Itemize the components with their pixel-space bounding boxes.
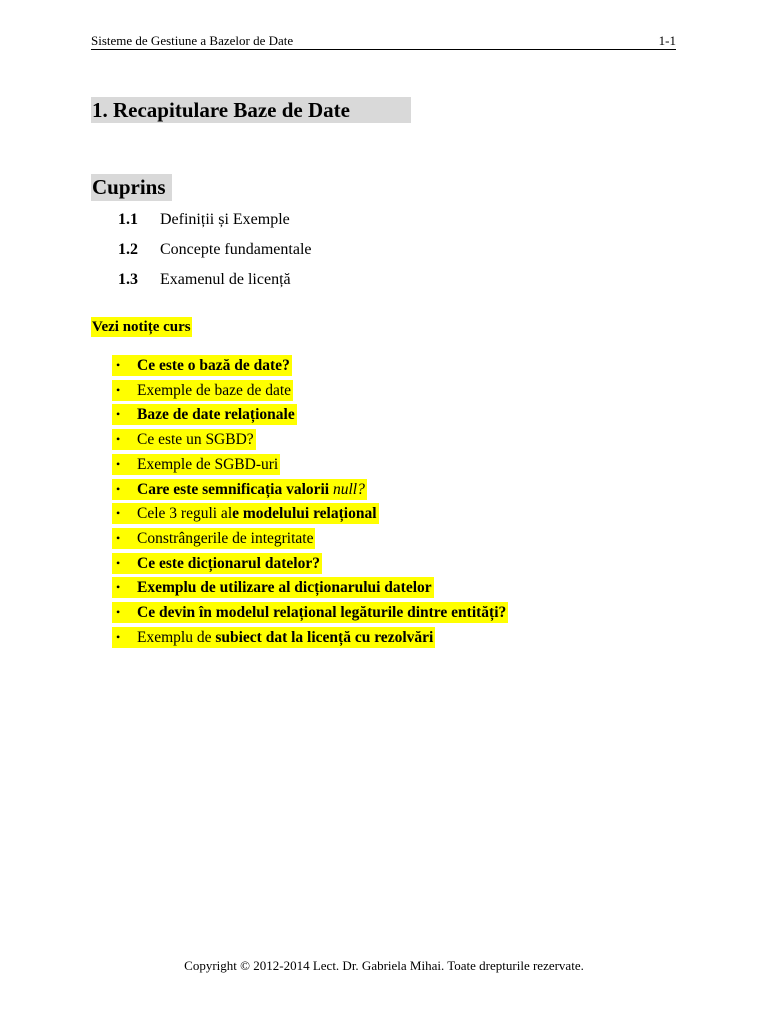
toc-number: 1.3 [118,271,138,288]
bullet-icon: • [112,503,133,524]
list-item-segment: Ce este o bază de date? [137,357,290,374]
list-item-text [133,528,315,549]
toc-number: 1.2 [118,241,138,258]
list-item-text [133,479,367,500]
list-item-text [133,577,434,598]
bullet-icon: • [112,404,133,425]
toc-item [118,210,290,230]
contents-heading: Cuprins [91,174,172,201]
list-item-segment: Constrângerile de integritate [137,529,314,547]
page-header [91,33,676,50]
list-item-text [133,627,435,648]
bullet-icon: • [112,429,133,450]
bullet-icon: • [112,627,133,648]
list-item-text [133,380,293,401]
list-item-segment: null? [333,480,365,498]
list-item-text [133,454,280,475]
copyright-footer: Copyright © 2012-2014 Lect. Dr. Gabriela Mihai. Toate drepturile rezervate. [184,958,584,973]
list-item-text [133,404,297,425]
toc-number: 1.1 [118,211,138,228]
toc-label: Definiții și Exemple [160,211,290,228]
toc-label: Examenul de licență [160,271,291,288]
list-item-segment: Ce este un SGBD? [137,431,254,449]
list-item-segment: e modelului relațional [232,505,377,523]
list-item-segment: Ce este dicționarul datelor? [137,554,320,572]
list-item-segment: Exemple de SGBD-uri [137,455,279,473]
toc-label: Concepte fundamentale [160,241,312,258]
list-item-text [133,553,322,574]
toc-item [118,240,312,260]
list-item-text [133,429,256,450]
list-item-segment: subiect dat la licență cu rezolvări [215,628,434,646]
bullet-icon: • [112,528,133,549]
list-item-text [133,355,292,376]
list-item-segment: Care este semnificația valorii [137,480,333,498]
bullet-icon: • [112,602,133,623]
list-item-segment: Baze de date relaționale [137,406,295,424]
bullet-icon: • [112,577,133,598]
page-number: 1-1 [658,33,676,48]
bullet-icon: • [112,355,133,376]
list-item-segment: Ce devin în modelul relațional legăturile dintre entități? [137,604,507,621]
list-item-segment: Exemplu de utilizare al dicționarului datelor [137,579,432,597]
course-notes-note: Vezi notițe curs [92,319,191,335]
list-item-text [133,602,508,623]
bullet-icon: • [112,479,133,500]
bullet-icon: • [112,454,133,475]
bullet-icon: • [112,553,133,574]
list-item-segment: Exemplu de [137,628,216,646]
list-item-segment: Cele 3 reguli al [137,505,233,523]
list-item-text [133,503,379,524]
chapter-title: 1. Recapitulare Baze de Date [91,97,411,123]
bullet-icon: • [112,380,133,401]
header-title: Sisteme de Gestiune a Bazelor de Date [91,33,294,48]
toc-item [118,270,291,290]
list-item-segment: Exemple de baze de date [137,381,292,399]
